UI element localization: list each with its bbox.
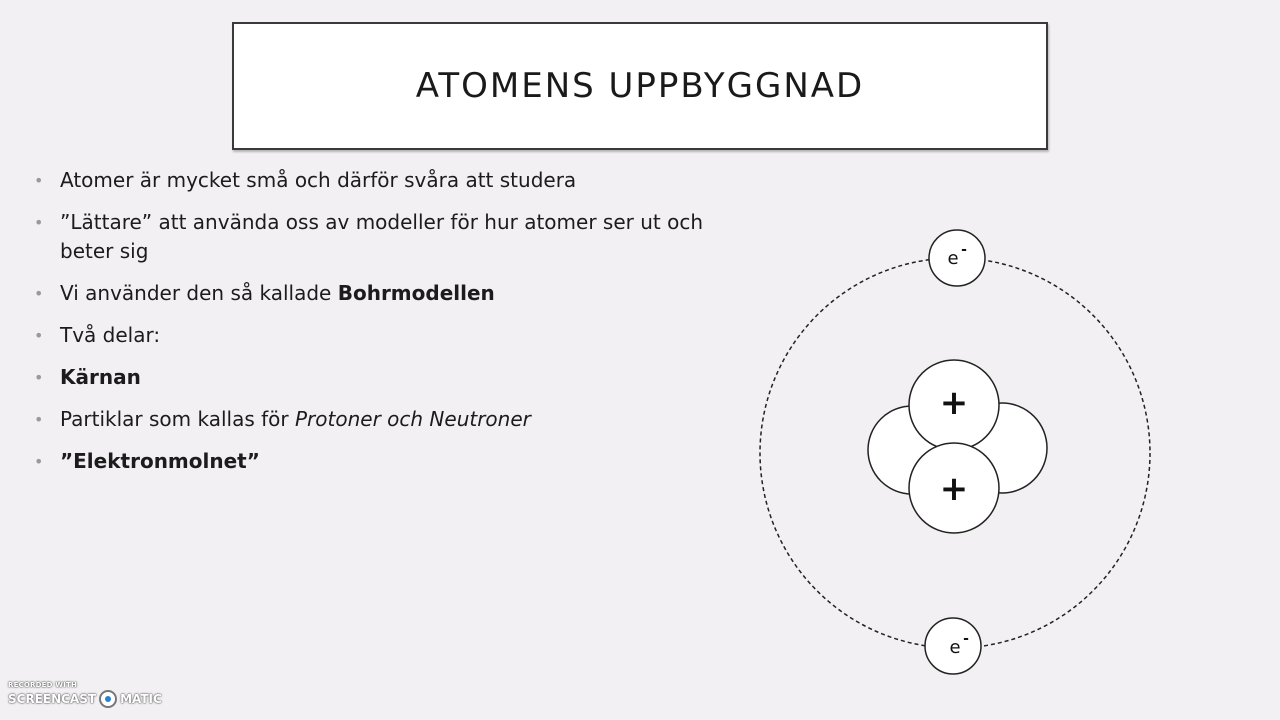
bullet-dot: • [34,452,44,471]
slide-title: ATOMENS UPPBYGGNAD [415,66,865,106]
bullet-text: ”Lättare” att använda oss av modeller för hur atomer ser ut och beter sig [60,210,703,263]
title-box [232,22,1048,150]
bohr-atom-diagram [740,220,1160,680]
bullet-item [34,363,714,392]
bullet-dot: • [34,171,44,190]
electron-top-charge: - [961,242,967,258]
bullet-item [34,208,714,266]
bullet-dot: • [34,368,44,387]
watermark-brand-right: MATIC [120,692,162,706]
bullet-text: Protoner och Neutroner [295,407,531,431]
bullet-dot: • [34,284,44,303]
screencast-watermark [8,681,162,708]
bullet-text: Vi använder den så kallade [60,281,338,305]
electron-top-label: e [947,248,959,269]
electron-bottom-label: e [949,637,961,658]
bullet-text: ”Elektronmolnet” [60,449,260,473]
watermark-caption: RECORDED WITH [8,681,78,689]
proton-top-sign: + [939,383,969,423]
bullet-dot: • [34,410,44,429]
proton-bottom-sign: + [939,469,969,509]
bullet-item [34,166,714,195]
watermark-brand-left: SCREENCAST [8,692,97,706]
bullet-dot: • [34,326,44,345]
bullet-item [34,447,714,476]
bullet-text: Bohrmodellen [337,281,495,305]
bullet-text: Atomer är mycket små och därför svåra att studera [60,168,577,192]
screencast-logo-icon [99,690,117,708]
electron-bottom-charge: - [963,631,969,647]
bullet-item [34,405,714,434]
bullet-item [34,279,714,308]
bullet-dot: • [34,213,44,232]
bullet-list [34,166,714,489]
bullet-text: Partiklar som kallas för [60,407,295,431]
bullet-text: Två delar: [60,323,161,347]
bullet-item [34,321,714,350]
bullet-text: Kärnan [60,365,141,389]
